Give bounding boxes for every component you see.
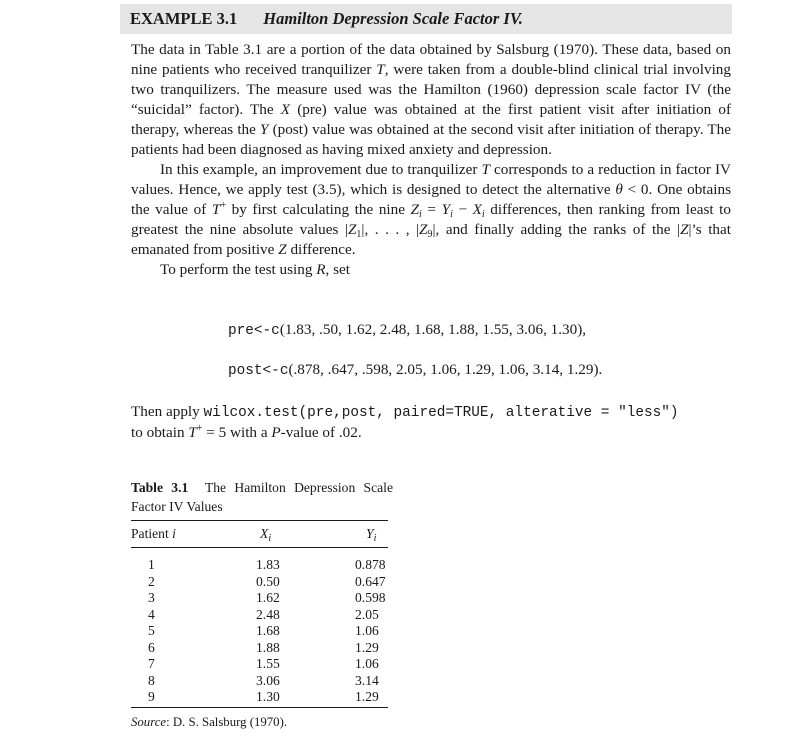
table-cell: 0.647 xyxy=(355,573,386,589)
example-body xyxy=(131,40,731,280)
source-text: : D. S. Salsburg (1970). xyxy=(166,715,288,729)
example-number: EXAMPLE 3.1 xyxy=(130,9,238,28)
table-caption-text: The Hamilton Depression Scale Factor IV Values xyxy=(131,480,393,514)
code-pre-prefix: pre<-c xyxy=(228,323,280,339)
table-cell: 1.88 xyxy=(256,639,280,655)
table-header-rule xyxy=(131,547,388,548)
table-cell: 3.14 xyxy=(355,672,379,688)
table-cell: 2.05 xyxy=(355,606,379,622)
table-cell: 1.06 xyxy=(355,656,379,671)
table-cell: 2.48 xyxy=(256,606,280,622)
table-cell: 1.30 xyxy=(256,689,280,704)
table-cell: 7 xyxy=(148,656,155,671)
table-cell: 0.50 xyxy=(256,573,280,589)
table-cell: 0.598 xyxy=(355,590,386,605)
table-cell: 6 xyxy=(148,639,155,655)
table-cell: 1.29 xyxy=(355,639,379,655)
r-command: wilcox.test(pre,post, paired=TRUE, alterative = "less") xyxy=(203,405,679,421)
table-label: Table 3.1 xyxy=(131,480,189,495)
code-post-values: (.878, .647, .598, 2.05, 1.06, 1.29, 1.06, 3.14, 1.29). xyxy=(288,361,603,378)
table-cell: 3.06 xyxy=(256,672,280,688)
table-top-rule xyxy=(131,520,388,521)
table-header-x: $X_i$ xyxy=(260,526,272,544)
table-cell: 0.878 xyxy=(355,557,386,572)
example-title: Hamilton Depression Scale Factor IV. xyxy=(263,9,523,28)
table-cell: 1 xyxy=(148,557,155,572)
table-cell: 1.06 xyxy=(355,623,379,638)
table-header-patient: Patient i xyxy=(131,526,176,541)
table-col-patient xyxy=(148,557,155,706)
code-post-prefix: post<-c xyxy=(228,363,289,379)
paragraph-1: The data in Table 3.1 are a portion of the data obtained by Salsburg (1970). These data, based on nine patients who received tranquilizer T, were taken from a double-blind clinical trial involving two tranquilizers. The measure used was the Hamilton (1960) depression scale factor IV (the “suicidal” factor). The X (pre) value was obtained at the first patient visit after initiation of therapy, whereas the Y (post) value was obtained at the second visit after initiation of therapy. The patients had been diagnosed as having mixed anxiety and depression. xyxy=(131,41,732,158)
table-cell: 4 xyxy=(148,606,155,622)
table-source xyxy=(131,715,287,730)
result-lead: Then apply xyxy=(131,403,200,420)
table-cell: 2 xyxy=(148,573,155,589)
table-cell: 1.68 xyxy=(256,623,280,638)
table-cell: 3 xyxy=(148,590,155,605)
table-bottom-rule xyxy=(131,707,388,708)
table-cell: 8 xyxy=(148,672,155,688)
example-header xyxy=(120,4,732,34)
table-cell: 1.55 xyxy=(256,656,280,671)
table-col-y xyxy=(355,557,386,706)
result-text xyxy=(131,402,731,443)
table-cell: 9 xyxy=(148,689,155,704)
table-header-y: $Y_i$ xyxy=(366,526,377,544)
code-post-line xyxy=(228,361,602,379)
code-pre-line xyxy=(228,321,586,339)
table-col-x xyxy=(256,557,280,706)
result-line: to obtain T+ = 5 with a P-value of .02. xyxy=(131,423,362,441)
code-pre-values: (1.83, .50, 1.62, 2.48, 1.68, 1.88, 1.55, 3.06, 1.30), xyxy=(279,321,587,338)
table-cell: 1.83 xyxy=(256,557,280,572)
paragraph-2: In this example, an improvement due to tranquilizer T corresponds to a reduction in factor IV values. Hence, we apply test (3.5), which is designed to detect the alternative θ < 0. One obtains the value of T+ by first calculating the nine $Z_i = Y_i - X_i$ differences, then ranking from least to greatest the nine absolute values $|Z_1|$, . . . , $|Z_9|$, and finally adding the ranks of the |Z|’s that emanated from positive Z difference. xyxy=(131,161,731,258)
source-label: Source xyxy=(131,715,167,729)
table-cell: 1.29 xyxy=(355,689,379,704)
paragraph-3: To perform the test using R, set xyxy=(160,261,351,278)
table-caption xyxy=(131,478,393,516)
table-cell: 5 xyxy=(148,623,155,638)
table-cell: 1.62 xyxy=(256,590,280,605)
